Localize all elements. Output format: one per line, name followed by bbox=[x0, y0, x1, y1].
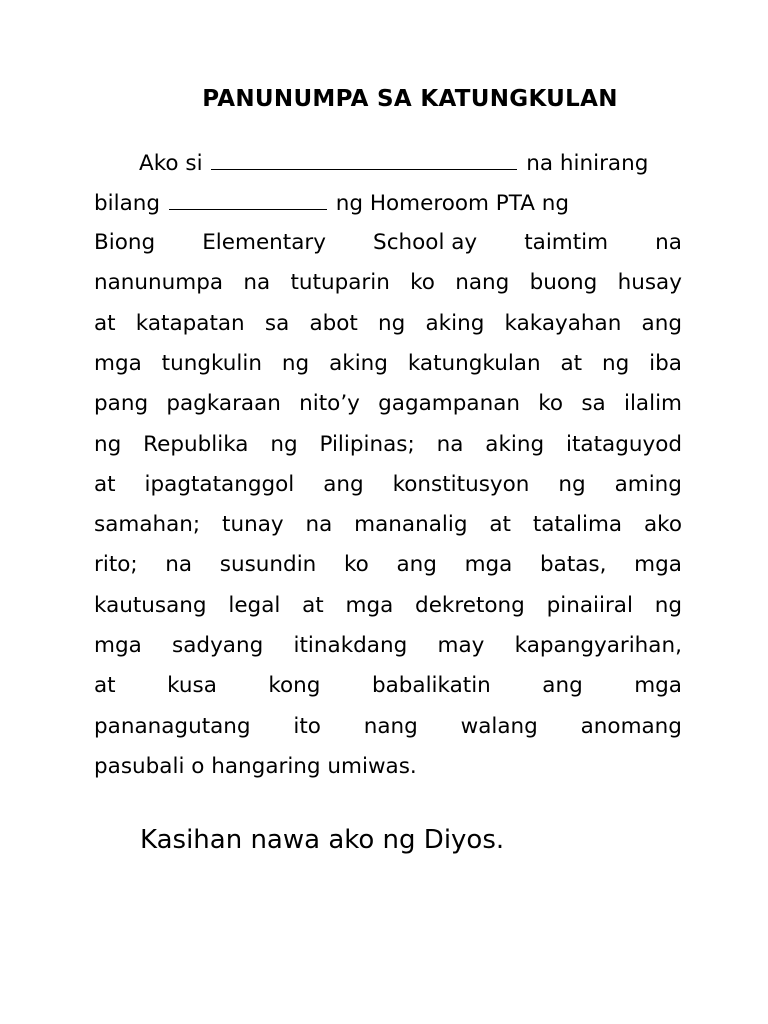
oath-body-line bbox=[94, 349, 682, 379]
position-blank-field[interactable] bbox=[169, 187, 327, 210]
oath-body-line bbox=[94, 631, 682, 661]
oath-word: mga bbox=[94, 350, 142, 376]
oath-word: sadyang bbox=[172, 633, 264, 658]
oath-word: Elementary bbox=[202, 230, 326, 255]
oath-word: na bbox=[305, 512, 333, 538]
oath-word: ng bbox=[378, 310, 406, 336]
oath-word: buong bbox=[529, 270, 598, 296]
oath-word: kusa bbox=[167, 673, 217, 699]
oath-body-line bbox=[94, 671, 682, 701]
bilang-text: bilang bbox=[94, 191, 161, 216]
oath-word: pananagutang bbox=[94, 713, 251, 739]
name-blank-field[interactable] bbox=[211, 147, 517, 170]
oath-word: ko bbox=[538, 391, 564, 417]
oath-word: at bbox=[302, 592, 324, 618]
oath-word: ito bbox=[293, 713, 321, 739]
oath-word: batas, bbox=[540, 552, 607, 578]
oath-word: itataguyod bbox=[566, 431, 682, 457]
oath-word: at bbox=[94, 310, 116, 336]
oath-word: susundin bbox=[219, 552, 317, 578]
oath-word: nanunumpa bbox=[94, 270, 224, 296]
oath-word: ng bbox=[558, 471, 586, 497]
oath-body-line bbox=[94, 712, 682, 742]
oath-word: taimtim bbox=[524, 230, 609, 255]
oath-word: ako bbox=[643, 512, 682, 538]
oath-word: kakayahan bbox=[504, 310, 622, 336]
oath-word: Biong bbox=[94, 230, 156, 255]
oath-word: at bbox=[560, 350, 583, 376]
na-hinirang-text: na hinirang bbox=[526, 151, 649, 176]
oath-word: Republika bbox=[143, 431, 249, 457]
oath-body-line bbox=[94, 591, 682, 621]
oath-word: School ay bbox=[373, 230, 478, 255]
oath-word: kong bbox=[268, 673, 321, 699]
oath-word: aking bbox=[425, 310, 485, 336]
oath-word: tutuparin bbox=[290, 270, 390, 296]
oath-word: tungkulin bbox=[161, 350, 262, 376]
oath-word: ang bbox=[641, 310, 682, 336]
oath-word: kapangyarihan, bbox=[514, 633, 682, 658]
oath-word: itinakdang bbox=[293, 633, 408, 658]
closing-line: Kasihan nawa ako ng Diyos. bbox=[140, 825, 505, 855]
oath-word: aking bbox=[329, 350, 388, 376]
oath-word: Pilipinas; bbox=[319, 431, 415, 457]
oath-word: at bbox=[94, 673, 116, 699]
oath-word: mga bbox=[634, 552, 682, 578]
oath-word: na bbox=[655, 230, 682, 255]
oath-word: pang bbox=[94, 391, 149, 417]
oath-body-line bbox=[94, 268, 682, 298]
oath-word: nito’y bbox=[299, 391, 360, 417]
oath-word: samahan; bbox=[94, 512, 201, 538]
oath-word: ng bbox=[270, 431, 298, 457]
oath-word: mga bbox=[345, 592, 394, 618]
oath-word: ang bbox=[542, 673, 583, 699]
oath-word: nang bbox=[363, 713, 418, 739]
oath-word: katungkulan bbox=[407, 350, 541, 376]
oath-word: legal bbox=[228, 592, 281, 618]
oath-word: na bbox=[165, 552, 193, 578]
oath-word: kautusang bbox=[94, 592, 207, 618]
oath-word: aking bbox=[485, 431, 545, 457]
oath-line-name bbox=[94, 147, 682, 177]
oath-line-position bbox=[94, 187, 682, 217]
oath-word: sa bbox=[581, 391, 606, 417]
oath-word: ilalim bbox=[623, 391, 682, 417]
oath-word: ng bbox=[281, 350, 310, 376]
oath-word: walang bbox=[460, 713, 538, 739]
homeroom-pta-text: ng Homeroom PTA ng bbox=[335, 191, 570, 216]
oath-word: gagampanan bbox=[378, 391, 520, 417]
oath-word: ng bbox=[94, 431, 122, 457]
oath-body-line bbox=[94, 510, 682, 540]
ako-si-text: Ako si bbox=[139, 151, 203, 176]
oath-word: na bbox=[243, 270, 271, 296]
oath-word: mga bbox=[94, 633, 142, 658]
oath-word: pinaiiral bbox=[546, 592, 633, 618]
oath-last-line: pasubali o hangaring umiwas. bbox=[94, 754, 417, 779]
oath-word: dekretong bbox=[415, 592, 525, 618]
oath-word: ang bbox=[323, 471, 364, 497]
oath-word: pagkaraan bbox=[166, 391, 281, 417]
oath-body-line bbox=[94, 430, 682, 460]
document-title: PANUNUMPA SA KATUNGKULAN bbox=[202, 86, 618, 112]
oath-body-line bbox=[94, 228, 682, 258]
oath-word: may bbox=[437, 633, 485, 658]
oath-body-line bbox=[94, 550, 682, 580]
oath-word: aming bbox=[614, 471, 682, 497]
oath-word: sa bbox=[264, 310, 290, 336]
oath-word: iba bbox=[649, 350, 682, 376]
oath-word: tunay bbox=[222, 512, 284, 538]
oath-word: at bbox=[489, 512, 511, 538]
oath-word: katapatan bbox=[135, 310, 245, 336]
oath-word: babalikatin bbox=[371, 673, 491, 699]
oath-body-line bbox=[94, 470, 682, 500]
oath-word: ko bbox=[410, 270, 435, 296]
oath-word: ko bbox=[343, 552, 369, 578]
oath-word: mga bbox=[634, 673, 682, 699]
oath-word: mga bbox=[464, 552, 513, 578]
oath-body-line bbox=[94, 309, 682, 339]
oath-word: ipagtatanggol bbox=[144, 471, 295, 497]
oath-word: ang bbox=[396, 552, 437, 578]
oath-body-line bbox=[94, 389, 682, 419]
oath-word: ng bbox=[602, 350, 630, 376]
oath-word: nang bbox=[455, 270, 510, 296]
oath-word: husay bbox=[617, 270, 682, 296]
oath-word: abot bbox=[309, 310, 358, 336]
oath-word: na bbox=[436, 431, 464, 457]
oath-word: mananalig bbox=[354, 512, 468, 538]
oath-word: at bbox=[94, 471, 116, 497]
oath-word: rito; bbox=[94, 552, 138, 578]
oath-word: anomang bbox=[580, 713, 682, 739]
oath-word: konstitusyon bbox=[392, 471, 530, 497]
oath-word: tatalima bbox=[532, 512, 623, 538]
oath-word: ng bbox=[654, 592, 682, 618]
